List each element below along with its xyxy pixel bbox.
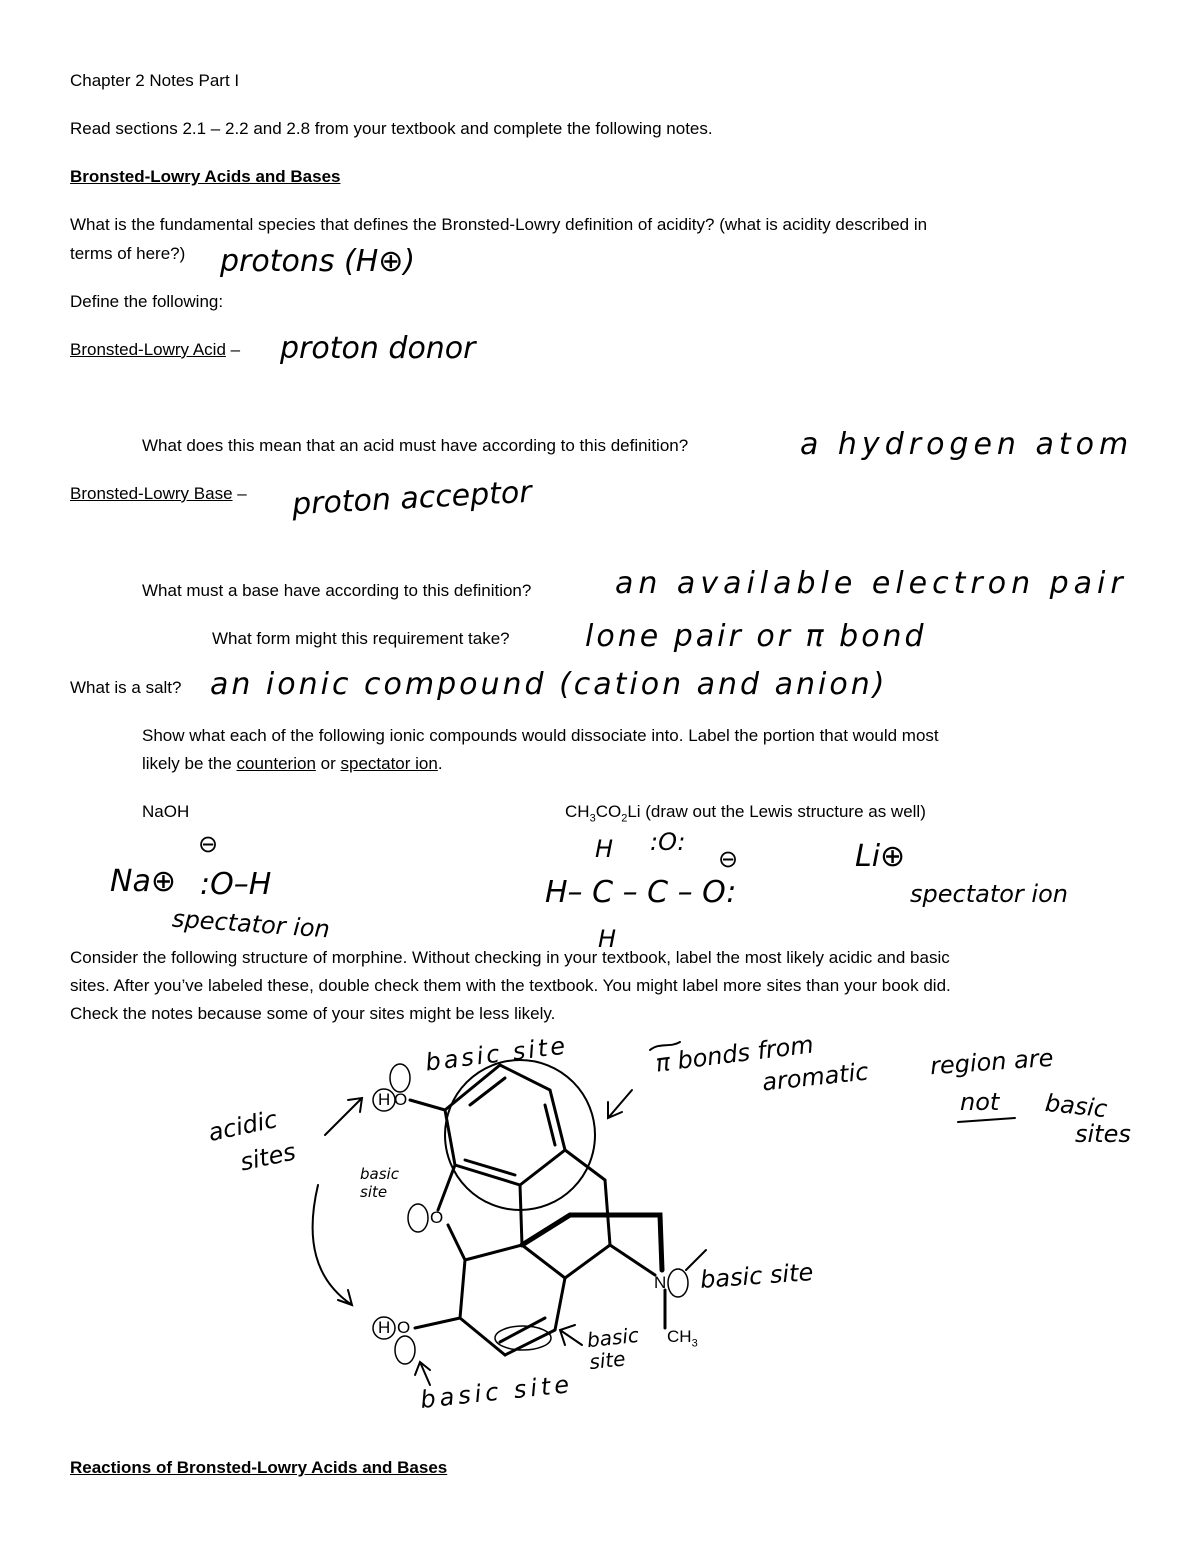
bond-c8-c14 <box>555 1278 565 1330</box>
or-word: or <box>320 754 336 773</box>
acetate-label-post: Li (draw out the Lewis structure as well) <box>627 802 926 821</box>
bond-ch-n <box>610 1245 655 1275</box>
acid-term: Bronsted-Lowry Acid <box>70 340 226 359</box>
bond-c14-ch <box>565 1245 610 1278</box>
bond-ring-to-quaternary <box>520 1185 522 1245</box>
hw-basic-site-o: basic site <box>360 1165 399 1201</box>
hw-hydroxide-minus: ⊖ <box>198 830 219 858</box>
acidic-arrow-lower <box>313 1185 352 1305</box>
hw-basic-word: basic <box>1043 1088 1109 1124</box>
bond-c6-oh <box>415 1318 460 1328</box>
morphine-intro-line2: sites. After you’ve labeled these, double check them with the textbook. You might label more sites than your book did. <box>70 976 951 995</box>
atom-o2: O <box>430 1208 444 1227</box>
question-species-line2: terms of here?) <box>70 244 186 263</box>
morphine-intro-line1: Consider the following structure of morphine. Without checking in your textbook, label the most likely acidic and basic <box>70 948 950 967</box>
hw-na-cation: Na⊕ <box>110 864 176 899</box>
atom-o1: O <box>394 1090 408 1109</box>
hw-hydroxide: :O–H <box>200 867 272 902</box>
bond-ring-to-oh <box>410 1100 445 1110</box>
answer-salt: an ionic compound (cation and anion) <box>210 667 888 702</box>
atom-h1: H <box>378 1090 391 1109</box>
bond-ether-to-c5 <box>448 1225 465 1260</box>
aromatic-double-1 <box>470 1078 505 1105</box>
hw-spectator-ion-2: spectator ion <box>910 880 1068 908</box>
atom-ch3 <box>667 1326 698 1354</box>
hw-acetate-h-top: H <box>595 835 614 863</box>
bond-c5-c6 <box>460 1260 465 1318</box>
atom-n: N <box>654 1273 667 1292</box>
lone-pair-o2-circle <box>408 1204 428 1232</box>
question-base-must-have: What must a base have according to this definition? <box>142 581 532 600</box>
hw-basic-site-alkene: basic site <box>585 1322 640 1375</box>
hw-basic-site-top: basic site <box>423 1031 570 1077</box>
morphine-intro-line3: Check the notes because some of your sites might be less likely. <box>70 1004 556 1023</box>
hw-pi-note-1: π bonds from <box>653 1030 816 1078</box>
answer-base-must-have: an available electron pair <box>615 566 1128 601</box>
atom-ch3-sub: 3 <box>691 1337 698 1350</box>
hw-acidic-1: acidic <box>205 1105 280 1147</box>
question-form: What form might this requirement take? <box>212 629 510 648</box>
acetate-label-sub1: 3 <box>589 812 596 825</box>
lone-pair-n-circle <box>668 1269 688 1297</box>
atom-ch3-text: CH <box>667 1327 692 1346</box>
instructions: Read sections 2.1 – 2.2 and 2.8 from your textbook and complete the following notes. <box>70 119 713 138</box>
answer-species: protons (H⊕) <box>220 244 416 279</box>
atom-h2: H <box>378 1318 391 1337</box>
answer-form: lone pair or π bond <box>585 619 927 654</box>
hw-basic-site-n: basic site <box>699 1258 815 1294</box>
lone-pair-o1-circle <box>390 1064 410 1092</box>
answer-base: proton acceptor <box>291 474 533 523</box>
o3-arrow <box>415 1362 430 1385</box>
period: . <box>437 754 443 773</box>
acetate-label-pre: CH <box>565 802 590 821</box>
pi-note-arrow <box>608 1090 632 1118</box>
hw-li-cation: Li⊕ <box>855 839 906 874</box>
bond-aromatic-to-ch2 <box>565 1150 605 1180</box>
bond-c6-c7 <box>460 1318 505 1355</box>
naoh-label: NaOH <box>142 802 190 821</box>
page-title: Chapter 2 Notes Part I <box>70 71 240 90</box>
hw-acidic-2: sites <box>237 1137 299 1177</box>
lone-pair-o3-circle <box>395 1336 415 1364</box>
question-acid-must-have: What does this mean that an acid must have according to this definition? <box>142 436 689 455</box>
question-species-line1: What is the fundamental species that defines the Bronsted-Lowry definition of acidity? (what is acidity described in <box>70 215 928 234</box>
aromatic-double-2 <box>545 1105 555 1145</box>
base-term: Bronsted-Lowry Base <box>70 484 233 503</box>
counterion-term: counterion <box>236 754 316 773</box>
answer-acid: proton donor <box>280 331 476 366</box>
acid-dash: – <box>230 340 241 359</box>
aromatic-ring <box>445 1065 565 1185</box>
bond-c14-quaternary <box>522 1245 565 1278</box>
hw-acetate-minus: ⊖ <box>718 845 739 873</box>
hw-not-word: not <box>960 1088 1000 1116</box>
acidic-arrow-upper <box>325 1098 362 1135</box>
define-label: Define the following: <box>70 292 224 311</box>
section-heading-reactions: Reactions of Bronsted-Lowry Acids and Bases <box>70 1458 448 1477</box>
hw-acetate: H– C – C – O: <box>545 875 737 910</box>
acetate-label-sub2: 2 <box>621 812 628 825</box>
bond-ring-to-ether <box>438 1165 455 1210</box>
hw-acetate-o-top: :O: <box>650 828 686 856</box>
hw-acetate-h-bottom: H <box>598 925 617 953</box>
hw-basic-site-bottom: basic site <box>418 1370 575 1414</box>
spectator-ion-term: spectator ion <box>340 754 438 773</box>
hw-pi-note-3: region are <box>929 1043 1055 1081</box>
hw-spectator-ion-1: spectator ion <box>171 904 331 944</box>
dissociate-line2-pre: likely be the <box>142 754 232 773</box>
section-heading-acids-bases: Bronsted-Lowry Acids and Bases <box>70 167 341 186</box>
bond-quaternary-c5 <box>465 1245 522 1260</box>
answer-acid-must-have: a hydrogen atom <box>800 427 1134 462</box>
aromatic-double-3 <box>465 1160 515 1175</box>
hw-sites-word: sites <box>1075 1120 1131 1148</box>
atom-o3: O <box>397 1318 411 1337</box>
base-dash: – <box>237 484 247 503</box>
not-underline <box>958 1118 1015 1122</box>
hw-pi-note-2: aromatic <box>760 1057 870 1097</box>
dissociate-line1: Show what each of the following ionic compounds would dissociate into. Label the portion that would most <box>142 726 939 745</box>
acetate-label-mid: CO <box>595 802 622 821</box>
question-salt: What is a salt? <box>70 678 182 697</box>
alkene-arrow <box>560 1325 582 1345</box>
